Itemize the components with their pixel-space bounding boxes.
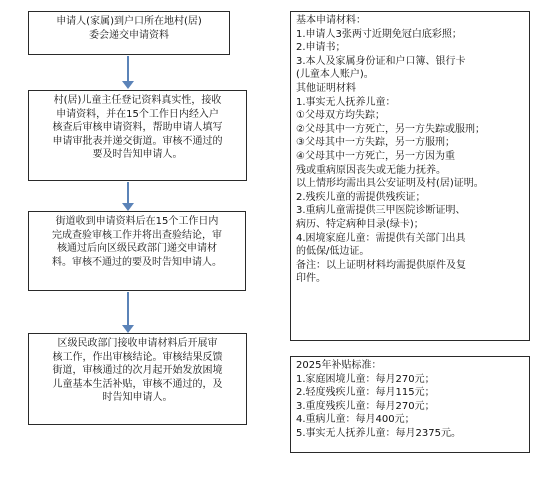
flow-step-2-line: 要及时告知申请人。: [92, 149, 183, 161]
materials-line: 4.困境家庭儿童：需提供有关部门出具: [296, 232, 466, 244]
materials-line: (儿童本人账户)。: [296, 69, 374, 81]
flow-step-2-line: 核查后审核申请资料，帮助申请人填写: [52, 122, 223, 134]
materials-line: 病历、特定病种目录(绿卡)；: [296, 218, 424, 230]
subsidy-line: 4.重病儿童：每月400元；: [296, 414, 415, 426]
materials-line: ②父母其中一方死亡，另一方失踪或服刑；: [296, 123, 485, 135]
flow-step-2-line: 村(居)儿童主任登记资料真实性，接收: [53, 95, 222, 106]
materials-line: 3.重病儿童需提供三甲医院诊断证明、: [296, 205, 466, 217]
materials-line: 的低保/低边证。: [296, 246, 370, 258]
flow-step-2-line: 申请资料，并在15个工作日内经入户: [56, 108, 219, 120]
flow-step-1-line: 申请人(家属)到户口所在地村(居): [56, 16, 202, 27]
materials-line: 3.本人及家属身份证和户口簿、银行卡: [296, 55, 466, 67]
materials-line: ③父母其中一方失踪，另一方服刑；: [296, 137, 455, 149]
flow-step-3-line: 料。审核不通过的要及时告知申请人。: [52, 256, 222, 268]
flow-step-4-line: 街道，审核通过的次月起开始发放困境: [52, 365, 223, 377]
materials-line: 残或重病原因丧失或无能力抚养。: [296, 164, 446, 176]
subsidy-line: 5.事实无人抚养儿童：每月2375元。: [296, 427, 461, 439]
flow-step-3: [28, 211, 246, 291]
flow-step-2: [28, 90, 247, 181]
flow-arrow: [127, 292, 129, 326]
subsidy-line: 2.轻度残疾儿童：每月115元；: [296, 387, 435, 399]
materials-line: 以上情形均需出具公安证明及村(居)证明。: [296, 178, 484, 190]
flow-step-3-line: 核通过后向区级民政部门递交申请材: [57, 243, 217, 255]
materials-line: 印件。: [296, 273, 326, 285]
flow-step-3-line: 完成查验审核工作并将出查验结论，审: [52, 229, 222, 241]
materials-line: 基本申请材料：: [296, 15, 366, 26]
flow-step-1-line: 委会递交申请资料: [89, 29, 169, 41]
subsidy-line: 1.家庭困境儿童：每月270元；: [296, 373, 435, 385]
materials-line: 1.事实无人抚养儿童：: [296, 96, 396, 108]
materials-line: 2.残疾儿童的需提供残疾证；: [296, 191, 426, 203]
materials-line: ④父母其中一方死亡，另一方因为重: [296, 150, 455, 162]
materials-box: [290, 11, 530, 341]
flow-step-4-line: 时告知申请人。: [102, 392, 173, 404]
materials-line: 1.申请人3张两寸近期免冠白底彩照；: [296, 28, 462, 40]
flow-arrow: [127, 56, 129, 82]
flow-arrow: [127, 182, 129, 204]
materials-line: 备注：以上证明材料均需提供原件及复: [296, 259, 466, 271]
flow-step-4-line: 儿童基本生活补贴，审核不通过的，及: [52, 378, 223, 390]
materials-line: ①父母双方均失踪；: [296, 110, 385, 122]
flow-step-1: [28, 11, 230, 55]
flow-step-4-line: 核工作，作出审核结论。审核结果反馈: [52, 351, 223, 363]
flow-step-4-line: 区级民政部门接收申请材料后开展审: [57, 338, 218, 349]
subsidy-line: 3.重度残疾儿童：每月270元；: [296, 400, 435, 412]
flow-step-2-line: 申请审批表并递交街道。审核不通过的: [52, 135, 223, 147]
subsidy-line: 2025年补贴标准：: [296, 360, 382, 371]
materials-line: 其他证明材料: [296, 82, 356, 94]
flow-step-4: [28, 333, 247, 425]
flow-step-3-line: 街道收到申请资料后在15个工作日内: [55, 216, 219, 227]
materials-line: 2.申请书；: [296, 42, 346, 54]
subsidy-box: [290, 356, 530, 453]
